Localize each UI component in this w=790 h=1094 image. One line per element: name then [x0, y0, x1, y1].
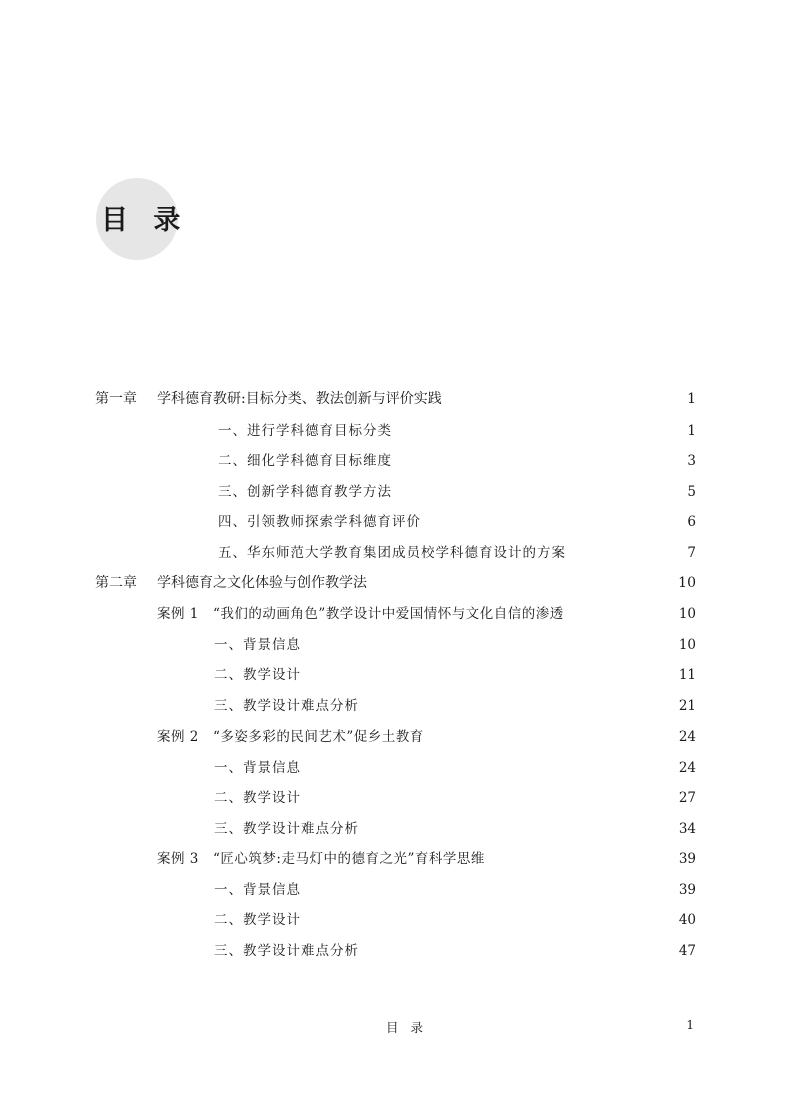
- page-number: 6: [687, 514, 696, 530]
- running-footer-title: 目 录: [386, 1020, 427, 1035]
- section-title: 二、教学设计: [214, 790, 301, 806]
- toc-section[interactable]: [0, 633, 790, 657]
- chapter-title: 学科德育之文化体验与创作教学法: [157, 575, 367, 591]
- chapter-number: 第二章: [95, 575, 137, 591]
- section-title: 二、细化学科德育目标维度: [218, 453, 392, 469]
- toc-section[interactable]: [0, 939, 790, 963]
- section-title: 一、背景信息: [214, 637, 301, 653]
- toc-section[interactable]: [0, 786, 790, 810]
- section-title: 二、教学设计: [214, 912, 301, 928]
- case-title: “我们的动画角色”教学设计中爱国情怀与文化自信的渗透: [213, 606, 564, 622]
- toc-section[interactable]: [0, 908, 790, 932]
- chapter-number: 第一章: [95, 391, 137, 407]
- section-title: 三、教学设计难点分析: [214, 943, 359, 959]
- page-number: 21: [678, 698, 696, 714]
- toc-case-2[interactable]: [0, 725, 790, 749]
- section-title: 二、教学设计: [214, 667, 301, 683]
- page-number: 24: [678, 729, 696, 745]
- toc-section[interactable]: [0, 480, 790, 504]
- page-number: 5: [687, 484, 696, 500]
- page-number: 3: [687, 453, 696, 469]
- section-title: 一、背景信息: [214, 760, 301, 776]
- page-number: 10: [678, 575, 696, 591]
- page-number: 1: [687, 391, 696, 407]
- page-number: 1: [687, 423, 696, 439]
- toc-section[interactable]: [0, 663, 790, 687]
- toc-chapter-1[interactable]: [0, 387, 790, 411]
- section-title: 三、教学设计难点分析: [214, 698, 359, 714]
- page-number: 10: [678, 637, 696, 653]
- section-title: 五、华东师范大学教育集团成员校学科德育设计的方案: [218, 545, 566, 561]
- case-title: “匠心筑梦:走马灯中的德育之光”育科学思维: [213, 851, 485, 867]
- toc-section[interactable]: [0, 878, 790, 902]
- toc-section[interactable]: [0, 510, 790, 534]
- section-title: 四、引领教师探索学科德育评价: [218, 514, 421, 530]
- case-number: 案例 3: [157, 851, 199, 867]
- page-number: 34: [678, 821, 696, 837]
- page-number: 39: [678, 882, 696, 898]
- toc-case-1[interactable]: [0, 602, 790, 626]
- page-number: 40: [678, 912, 696, 928]
- case-title: “多姿多彩的民间艺术”促乡土教育: [213, 729, 424, 745]
- page-number: 47: [678, 943, 696, 959]
- section-title: 一、背景信息: [214, 882, 301, 898]
- case-number: 案例 1: [157, 606, 199, 622]
- page-number: 24: [678, 760, 696, 776]
- page-number: 39: [678, 851, 696, 867]
- section-title: 三、创新学科德育教学方法: [218, 484, 392, 500]
- toc-case-3[interactable]: [0, 847, 790, 871]
- toc-chapter-2[interactable]: [0, 571, 790, 595]
- page-title: 目 录: [101, 205, 189, 236]
- page-number: 11: [678, 667, 696, 683]
- toc-section[interactable]: [0, 756, 790, 780]
- section-title: 一、进行学科德育目标分类: [218, 423, 392, 439]
- case-number: 案例 2: [157, 729, 199, 745]
- page-number: 7: [687, 545, 696, 561]
- section-title: 三、教学设计难点分析: [214, 821, 359, 837]
- page-number: 10: [678, 606, 696, 622]
- chapter-title: 学科德育教研:目标分类、教法创新与评价实践: [157, 391, 442, 407]
- toc-section[interactable]: [0, 694, 790, 718]
- footer-page-number: 1: [686, 1018, 694, 1032]
- page-number: 27: [678, 790, 696, 806]
- toc-section[interactable]: [0, 419, 790, 443]
- toc-section[interactable]: [0, 449, 790, 473]
- toc-section[interactable]: [0, 541, 790, 565]
- toc-section[interactable]: [0, 817, 790, 841]
